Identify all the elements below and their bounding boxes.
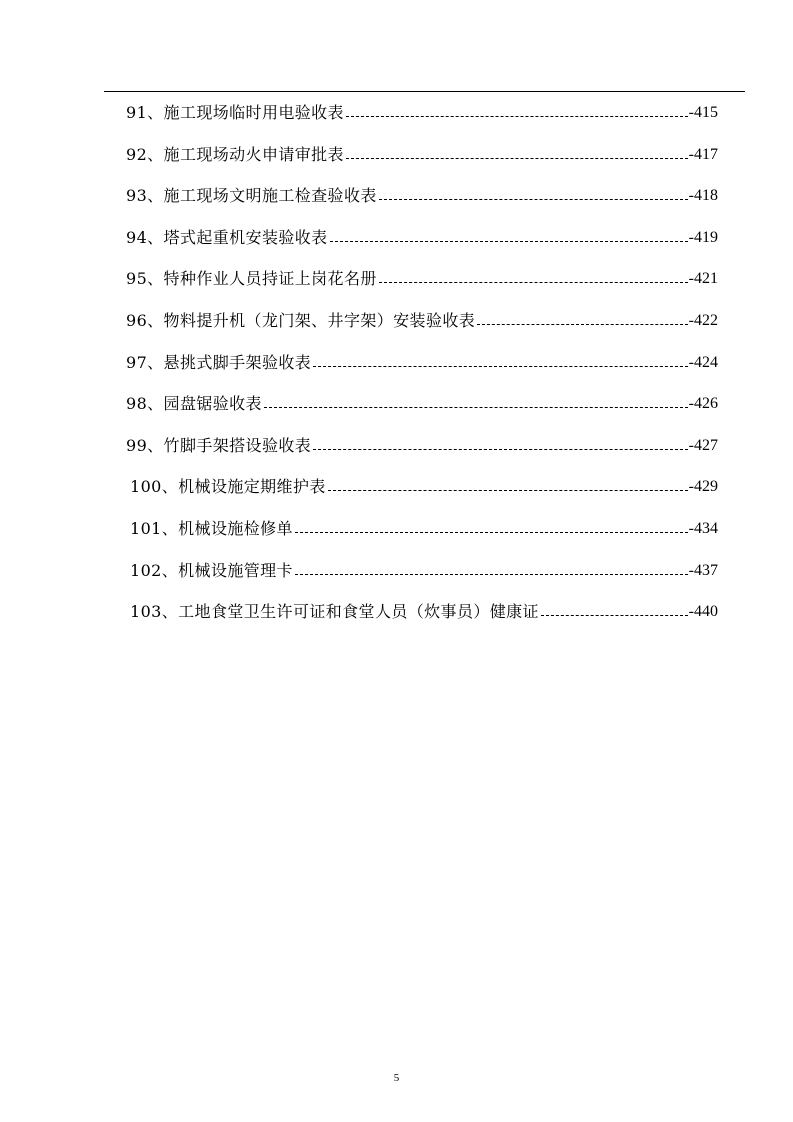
- toc-entry-label: 93、施工现场文明施工检查验收表: [126, 186, 377, 206]
- toc-entry[interactable]: [0, 431, 793, 461]
- toc-entry-label: 101、机械设施检修单: [130, 519, 293, 538]
- toc-entry-label: 96、物料提升机（龙门架、井字架）安装验收表: [126, 311, 476, 330]
- toc-entry-label: 98、园盘锯验收表: [126, 394, 262, 414]
- toc-entry[interactable]: [0, 514, 793, 544]
- toc-leader-dashes: [346, 116, 688, 117]
- toc-entry-page: -418: [688, 187, 718, 205]
- toc-leader-dashes: [295, 574, 688, 575]
- toc-entry-label: 94、塔式起重机安装验收表: [126, 227, 328, 247]
- header-rule: [104, 91, 745, 92]
- toc-entry-label: 99、竹脚手架搭设验收表: [126, 435, 312, 455]
- toc-entry-page: -440: [688, 603, 718, 621]
- toc-entry-page: -424: [688, 353, 718, 371]
- toc-leader-dashes: [379, 282, 688, 283]
- toc-leader-dashes: [313, 366, 688, 367]
- toc-entry[interactable]: [0, 264, 793, 294]
- toc-leader-dashes: [330, 241, 688, 242]
- toc-entry-label: 102、机械设施管理卡: [130, 560, 293, 580]
- toc-entry-label: 91、施工现场临时用电验收表: [126, 103, 344, 122]
- toc-entry-page: -429: [688, 478, 718, 496]
- toc-leader-dashes: [328, 490, 688, 491]
- toc-leader-dashes: [295, 532, 688, 533]
- toc-leader-dashes: [264, 407, 688, 408]
- toc-entry[interactable]: [0, 140, 793, 170]
- toc-entry-label: 95、特种作业人员持证上岗花名册: [126, 269, 377, 289]
- toc-entry-page: -427: [688, 436, 718, 454]
- toc-entry[interactable]: [0, 181, 793, 211]
- toc-entry-page: -421: [688, 270, 718, 288]
- page-number: 5: [393, 1072, 400, 1084]
- toc-entry[interactable]: [0, 472, 793, 502]
- toc-leader-dashes: [477, 324, 688, 325]
- toc-entry[interactable]: [0, 556, 793, 586]
- toc-entry[interactable]: [0, 306, 793, 336]
- toc-entry-label: 97、悬挑式脚手架验收表: [126, 352, 312, 372]
- toc-entry-label: 100、机械设施定期维护表: [130, 477, 326, 497]
- toc-leader-dashes: [313, 449, 688, 450]
- toc-entry-page: -415: [688, 104, 718, 121]
- toc-leader-dashes: [379, 199, 688, 200]
- toc-entry-page: -437: [688, 561, 718, 579]
- toc-entry[interactable]: [0, 98, 793, 128]
- toc-entry-page: -419: [688, 228, 718, 246]
- toc-entry[interactable]: [0, 389, 793, 419]
- toc-leader-dashes: [346, 158, 688, 159]
- toc-entry-page: -422: [688, 312, 718, 329]
- toc-entry[interactable]: [0, 223, 793, 253]
- toc-leader-dashes: [541, 615, 688, 616]
- toc-entry-label: 92、施工现场动火申请审批表: [126, 144, 344, 164]
- toc-entry[interactable]: [0, 597, 793, 627]
- toc-entry-page: -434: [688, 520, 718, 537]
- toc-entry-page: -417: [688, 145, 718, 163]
- toc-entry-label: 103、工地食堂卫生许可证和食堂人员（炊事员）健康证: [130, 602, 539, 622]
- toc-entry[interactable]: [0, 348, 793, 378]
- toc-entry-page: -426: [688, 395, 718, 413]
